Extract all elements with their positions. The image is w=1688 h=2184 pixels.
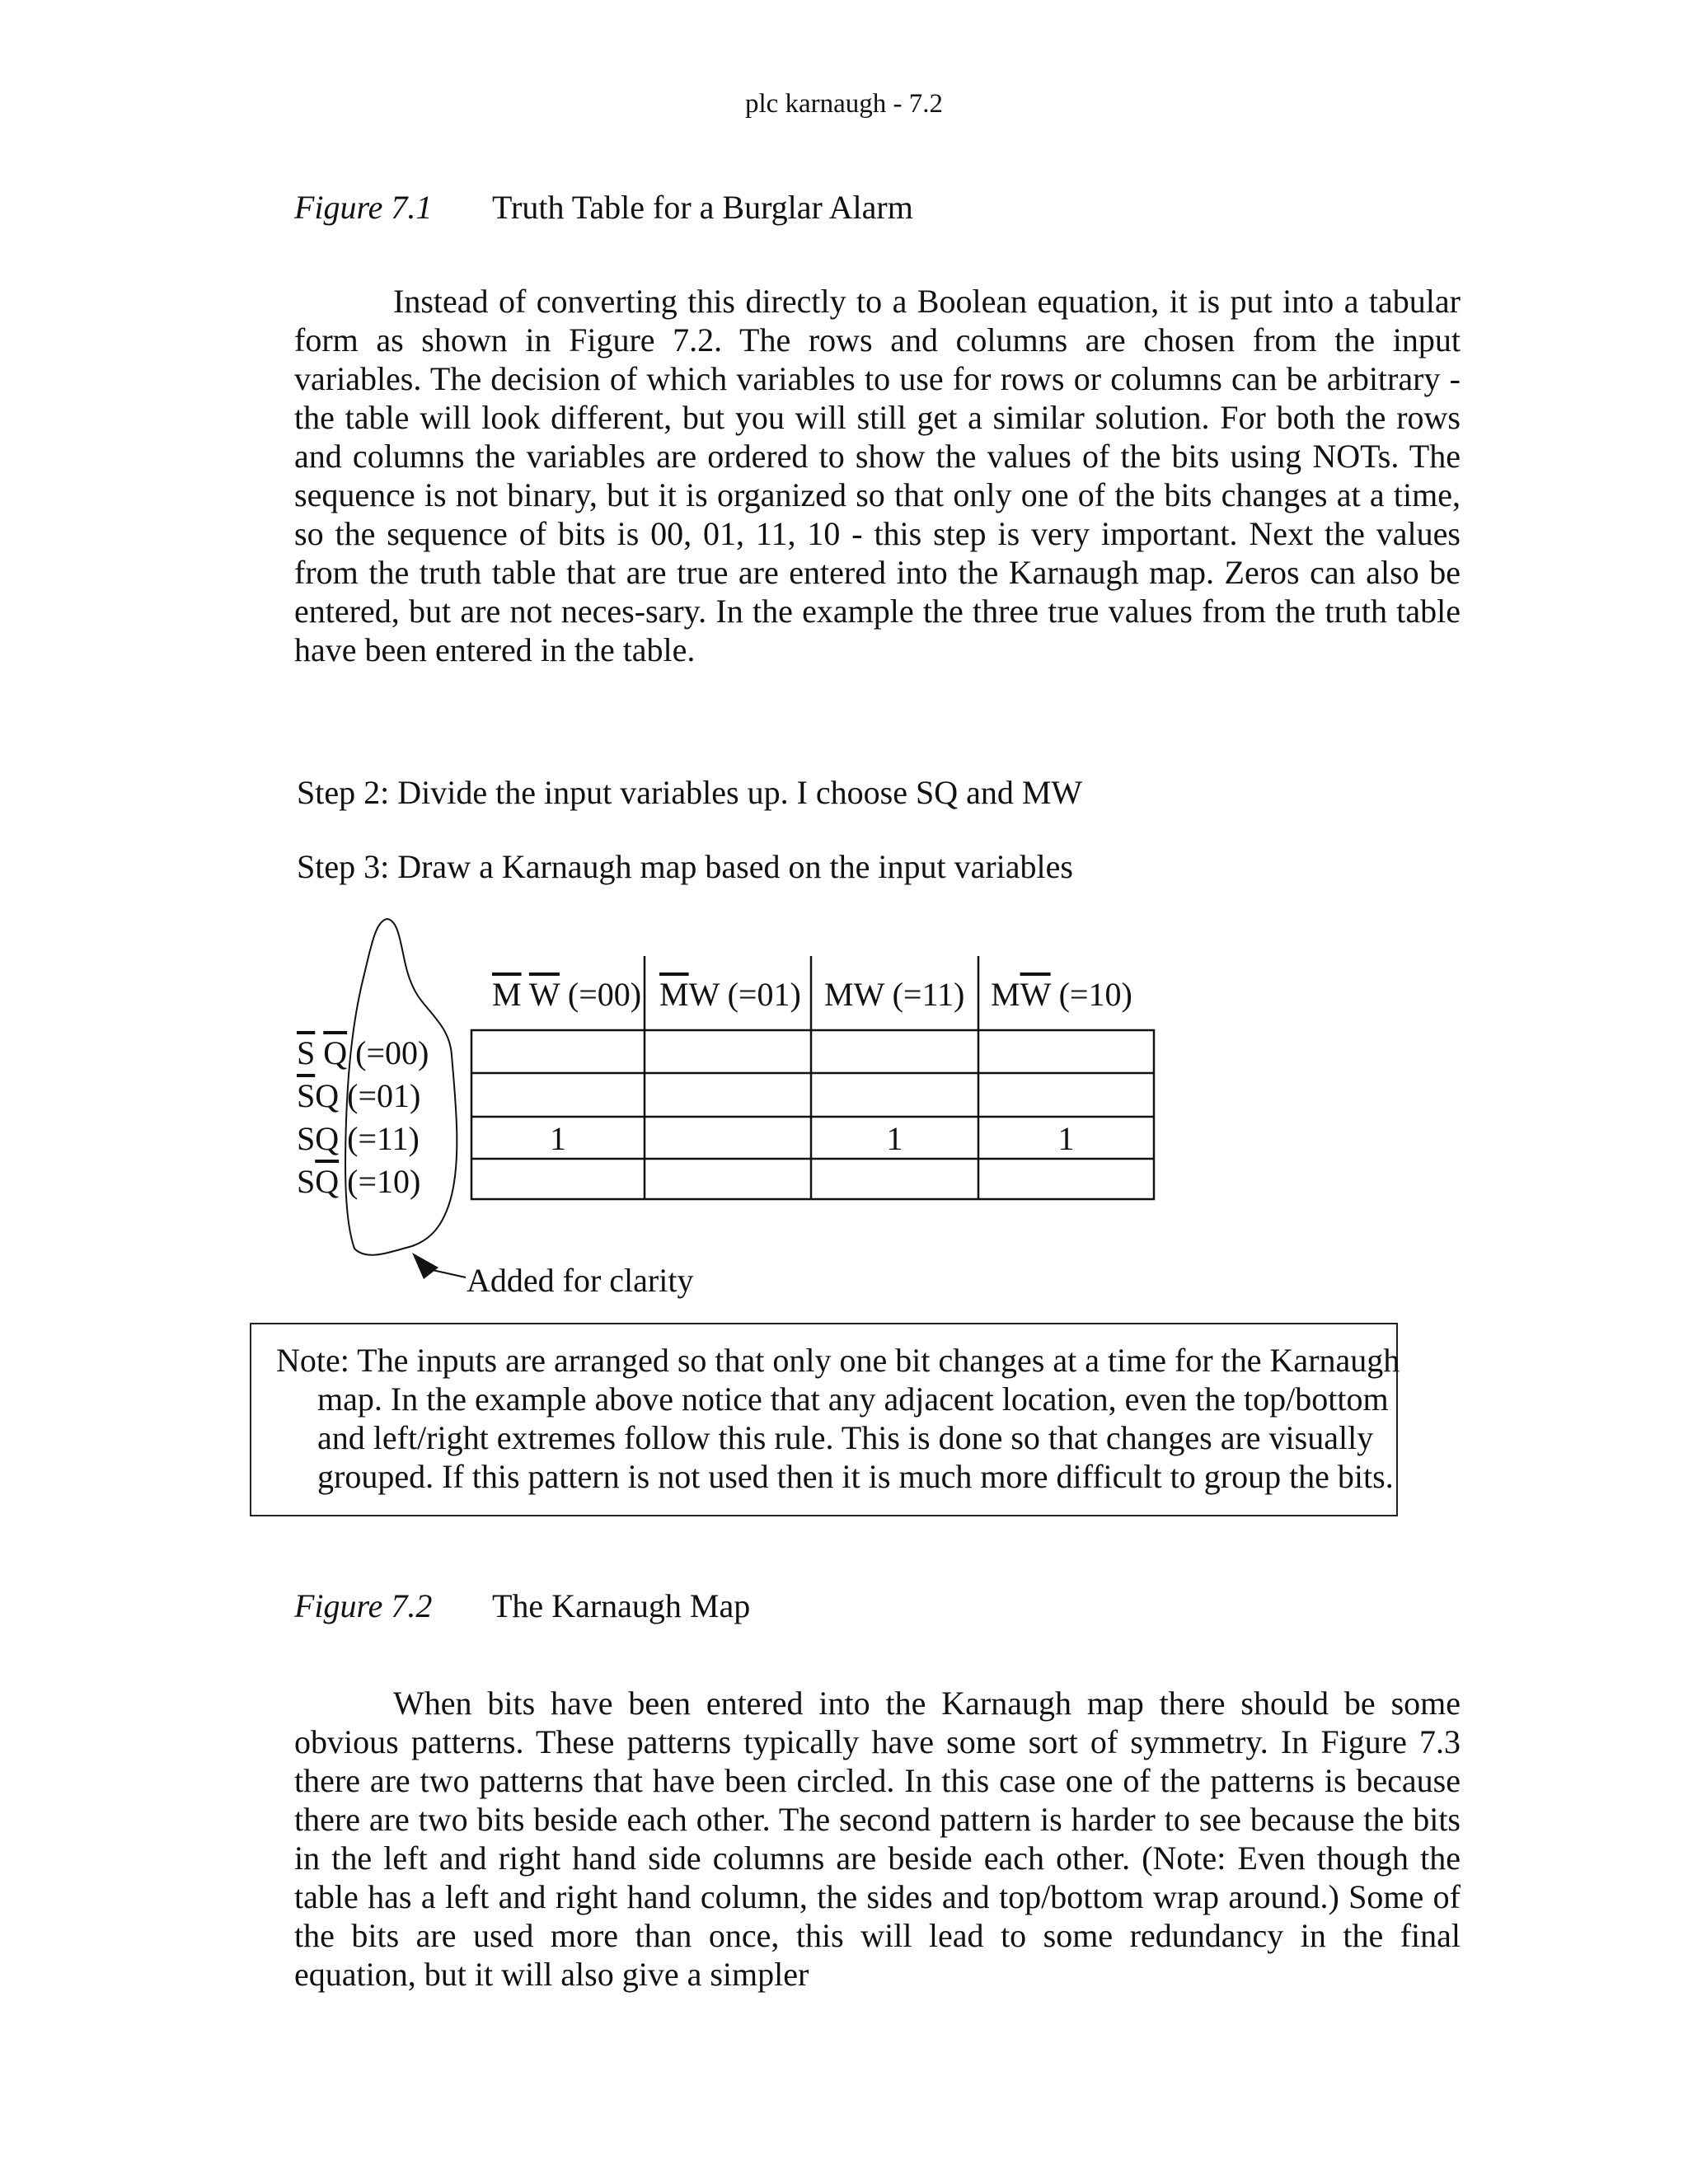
running-header: plc karnaugh - 7.2 [744,89,944,119]
figure-7-2-caption [294,1586,750,1625]
figure-title: The Karnaugh Map [492,1587,751,1624]
clarity-outline [345,919,457,1255]
note-text: Note: The inputs are arranged so that only one bit changes at a time for the Karnaugh map. In the example above notice that any adjacent location, even the top/bottom and left/right extremes follow this rule. This is done so that changes are visually grouped. If this pattern is not used then it is much more difficult to group the bits. [276,1342,1400,1495]
kmap-cell: 1 [1057,1120,1075,1157]
figure-title: Truth Table for a Burglar Alarm [492,189,913,226]
kmap-col-header-10: $M\overline{W}$ (=10) [991,976,1132,1013]
clarity-annotation: Added for clarity [467,1262,694,1299]
kmap-row-header-01: $\overline{S}Q$ (=01) [297,1077,421,1114]
kmap-cell: 1 [886,1120,903,1157]
clarity-arrow-line [429,1269,466,1277]
kmap-row-header-11: SQ (=11) [297,1120,420,1157]
kmap-cell: 1 [550,1120,566,1157]
step-3-text: Step 3: Draw a Karnaugh map based on the input variables [297,848,1073,885]
paragraph-patterns-text: When bits have been entered into the Karnaugh map there should be some obvious patterns. These patterns typically have some sort of symmetry. In Figure 7.3 there are two patterns that have been circled. In this case one of the patterns is because there are two bits beside each other. The second pattern is harder to see because the bits in the left and right hand side columns are beside each other. (Note: Even though the table has a left and right hand column, the sides and top/bottom wrap around.) Some of the bits are used more than once, this will lead to some redundancy in the final equation, but it will also give a simpler [294,1685,1461,1993]
figure-7-1-caption [294,188,913,227]
paragraph-intro-text: Instead of converting this directly to a Boolean equation, it is put into a tabular form as shown in Figure 7.2. The rows and columns are chosen from the input variables. The decision of which variables to use for rows or columns can be arbitrary - the table will look different, but you will still get a similar solution. For both the rows and columns the variables are ordered to show the values of the bits using NOTs. The sequence is not binary, but it is organized so that only one of the bits changes at a time, so the sequence of bits is 00, 01, 11, 10 - this step is very important. Next the values from the truth table that are true are entered into the Karnaugh map. Zeros can also be entered, but are not neces-sary. In the example the three true values from the truth table have been entered in the table. [294,283,1461,668]
step-2-text: Step 2: Divide the input variables up. I choose SQ and MW [297,774,1083,811]
figure-number: Figure 7.2 [294,1587,433,1624]
kmap-col-header-01: $\overline{M}W$ (=01) [659,976,801,1013]
paragraph-intro [294,282,1461,669]
kmap-row-header-00: $\overline{S}$ $\overline{Q}$ (=00) [297,1034,429,1071]
clarity-arrow-head [412,1253,438,1279]
paragraph-patterns [294,1684,1461,1994]
figure-number: Figure 7.1 [294,189,433,226]
kmap-col-header-11: MW (=11) [824,976,965,1013]
kmap-grid-border [471,1030,1154,1199]
note-box [250,1323,1398,1516]
kmap-row-header-10: $S\overline{Q}$ (=10) [297,1163,421,1200]
kmap-col-header-00: $\overline{M}$ $\overline{W}$ (=00) [492,976,642,1013]
